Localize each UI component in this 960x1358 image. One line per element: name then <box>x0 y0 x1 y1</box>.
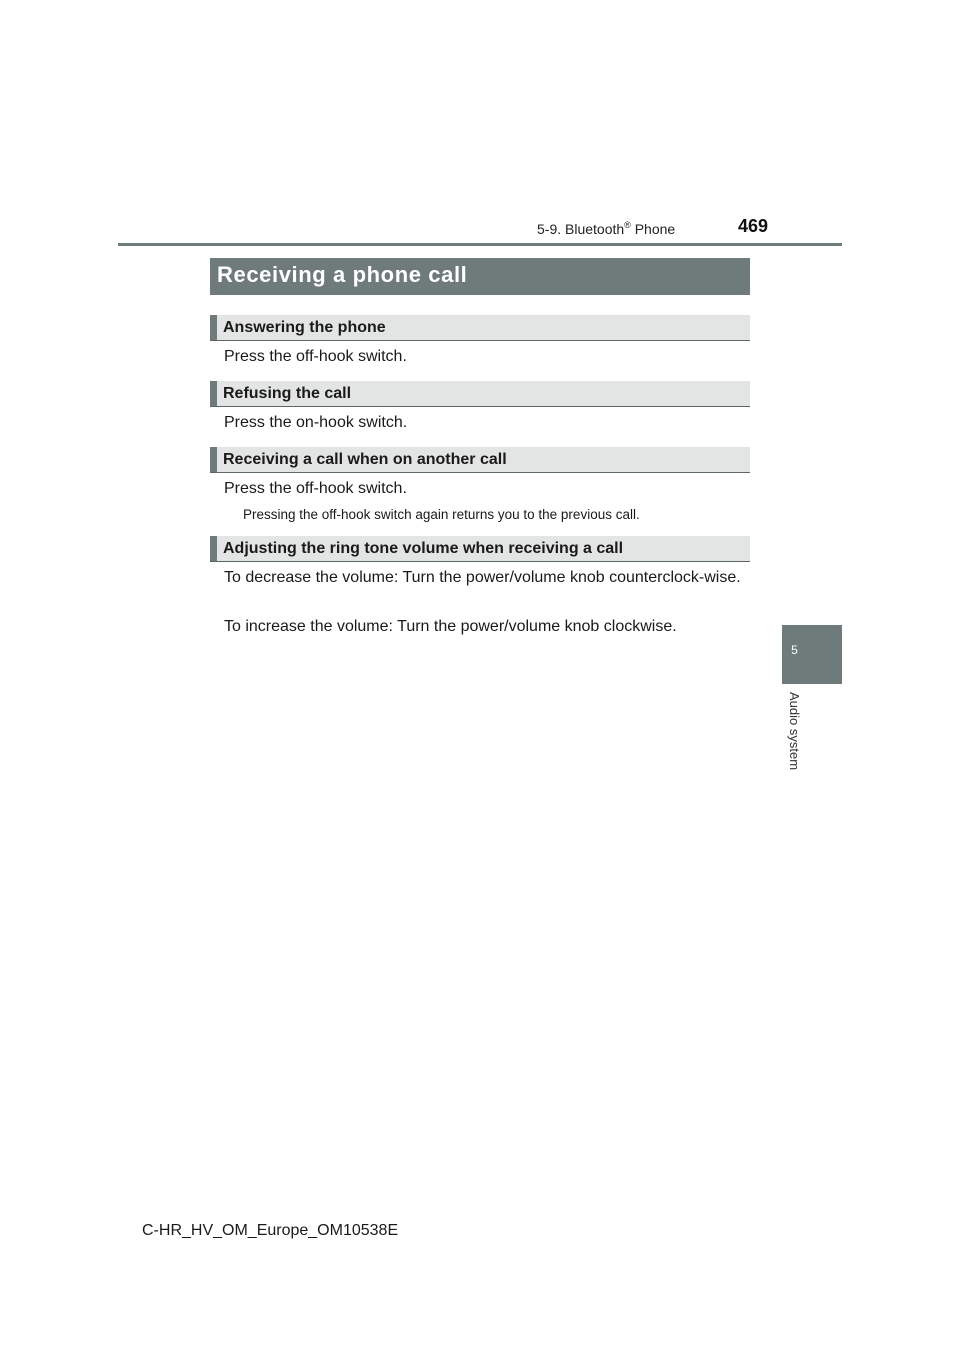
registered-mark: ® <box>624 220 631 230</box>
body-ring-volume-decrease: To decrease the volume: Turn the power/volume knob counterclock-wise. <box>224 569 741 586</box>
subheading-marker <box>210 315 217 340</box>
subheading-answering: Answering the phone <box>210 315 750 341</box>
chapter-number: 5 <box>791 643 798 657</box>
subheading-marker <box>210 447 217 472</box>
body-ring-volume-increase: To increase the volume: Turn the power/volume knob clockwise. <box>224 618 677 635</box>
subheading-marker <box>210 381 217 406</box>
note-call-waiting: Pressing the off-hook switch again returns you to the previous call. <box>243 507 640 522</box>
subheading-call-waiting: Receiving a call when on another call <box>210 447 750 473</box>
header-divider <box>118 243 842 246</box>
subheading-refusing: Refusing the call <box>210 381 750 407</box>
body-call-waiting: Press the off-hook switch. <box>224 480 407 497</box>
document-code: C-HR_HV_OM_Europe_OM10538E <box>142 1222 399 1239</box>
page-number: 469 <box>738 216 769 236</box>
page-title-banner <box>210 258 750 295</box>
chapter-label: Audio system <box>787 692 802 771</box>
subheading-marker <box>210 536 217 561</box>
subheading-ring-volume: Adjusting the ring tone volume when receiving a call <box>210 536 750 562</box>
body-answering: Press the off-hook switch. <box>224 348 407 365</box>
body-refusing: Press the on-hook switch. <box>224 414 408 431</box>
section-title: 5-9. Bluetooth® Phone <box>537 220 676 237</box>
page-title: Receiving a phone call <box>217 262 468 287</box>
